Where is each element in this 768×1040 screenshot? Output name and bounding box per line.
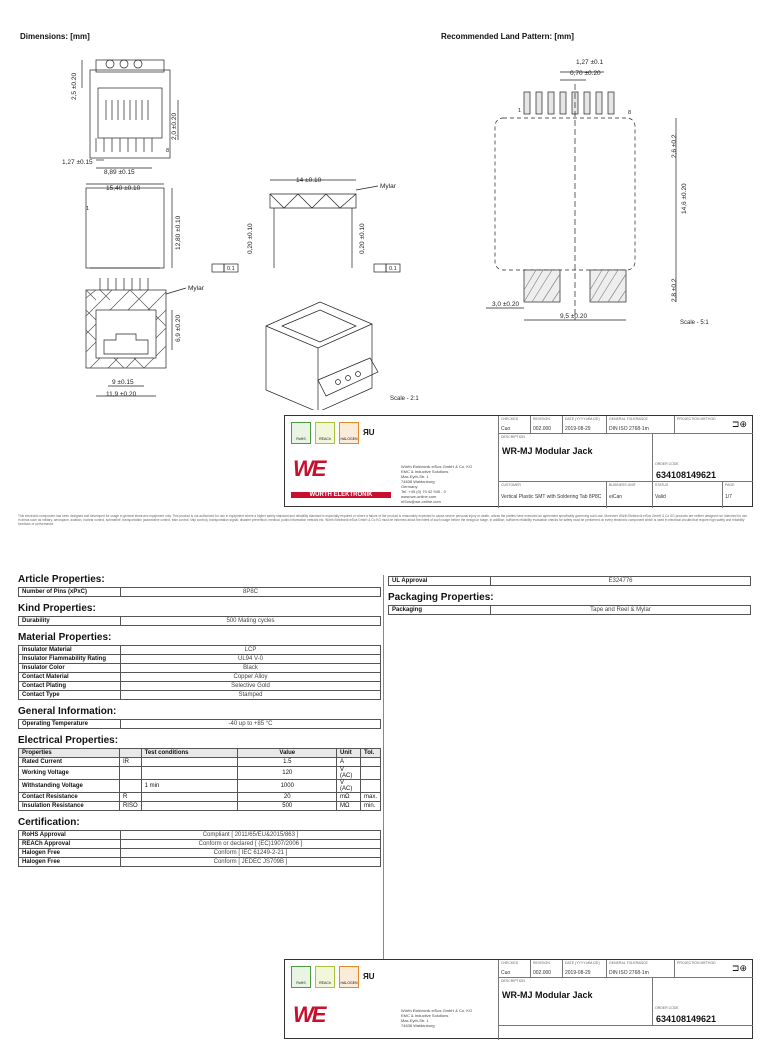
land-l3: 2,6 ±0.2 xyxy=(671,134,678,158)
disclaimer-text: This electronic component has been designed and developed for usage in general electronic equipment only. This product is not authorized for use in equipment where a higher safety standard and reliability standard is especially required or where a failure of the product is reasonably expected to cause severe personal injury or death, unless the parties have executed an agreement specifically governing such use. Moreover Würth Elektronik eiSos GmbH & Co KG products are neither designed nor intended for use in areas such as military, aerospace, aviation, nuclear control, submarine, transportation (automotive control, train control, ship control), transportation signal, disaster prevention, medical, public information network etc. Würth Elektronik eiSos GmbH & Co KG must be informed about the intent of such usage before the design-in stage. In addition, sufficient reliability evaluation checks for safety must be performed on every electronic component which is used in electrical circuits that require high safety and reliability functions or performance. xyxy=(18,514,747,526)
table-row: RoHS Approval Compliant [ 2011/65/EU&2015/863 ] xyxy=(19,831,381,840)
dim-d6: 12,80 ±0.10 xyxy=(175,215,182,250)
address-block: Würth Elektronik eiSos GmbH & Co. KG EMC & Inductive Solutions Max-Eyth-Str. 1 74638 Waldenburg xyxy=(401,1008,473,1028)
table-row: Working Voltage 120 V (AC) xyxy=(19,767,381,780)
order-code-value: 634108149621 xyxy=(656,470,717,480)
page-value: 1/7 xyxy=(725,494,732,500)
we-logo-mark-icon: WE xyxy=(293,456,325,481)
halogen-badge: HALOGEN xyxy=(339,966,359,988)
material-properties-title: Material Properties: xyxy=(18,632,112,643)
certification-title: Certification: xyxy=(18,817,80,828)
title-block-left xyxy=(285,416,499,508)
packaging-properties-title: Packaging Properties: xyxy=(388,592,494,603)
dim-d1: 2,5 ±0.20 xyxy=(71,72,78,100)
description-value: WR-MJ Modular Jack xyxy=(502,446,593,456)
table-row: Number of Pins (xPxC) 8P8C xyxy=(19,588,381,597)
date-value: 2019-08-29 xyxy=(565,426,591,432)
ul-mark-icon: ЯU xyxy=(363,972,375,981)
table-row: Contact Type Stamped xyxy=(19,691,381,700)
dim-d12: 6,9 ±0.20 xyxy=(175,314,182,342)
article-properties-title: Article Properties: xyxy=(18,574,105,585)
flatness-right: 0.1 xyxy=(389,266,397,272)
table-row: Insulation Resistance RISO 500 MΩ min. xyxy=(19,802,381,811)
electrical-properties-table: Properties Test conditions Value Unit Tol. Rated Current IR 1.5 A Working Voltage 120 V (AC) Withstanding Voltage 1 min 1000 V (AC) Contact Resistance R 20 mΩ max. Insulation Resistance RISO 500 MΩ min. xyxy=(18,748,381,811)
reach-badge: REACh xyxy=(315,966,335,988)
land-l5: 2,8 ±0.2 xyxy=(671,278,678,302)
projection-symbol-icon: ⊐⊕ xyxy=(731,963,747,973)
table-row: Halogen Free Conform [ IEC 61249-2-21 ] xyxy=(19,849,381,858)
pin-1-label: 1 xyxy=(86,206,90,212)
mylar-label-1: Mylar xyxy=(380,183,396,190)
ul-approval-table xyxy=(388,576,751,586)
rohs-badge: RoHS xyxy=(291,966,311,988)
reach-badge: REACh xyxy=(315,422,335,444)
dim-d4: 8,89 ±0.15 xyxy=(104,169,135,176)
properties-right-column xyxy=(388,576,753,615)
dim-d2: 2,0 ±0.20 xyxy=(171,112,178,140)
dim-d5: 15,40 ±0.10 xyxy=(106,185,141,192)
dimensions-title: Dimensions: [mm] xyxy=(20,32,90,41)
properties-left-column xyxy=(18,568,383,867)
table-row: Withstanding Voltage 1 min 1000 V (AC) xyxy=(19,780,381,793)
dim-d9: 0,20 ±0.10 xyxy=(359,223,366,254)
dim-d3: 1,27 ±0.15 xyxy=(62,159,93,166)
checked-value: Cuo xyxy=(501,426,511,432)
halogen-badge: HALOGEN xyxy=(339,422,359,444)
we-logo xyxy=(293,456,385,486)
description-value: WR-MJ Modular Jack xyxy=(502,990,593,1000)
certification-table xyxy=(18,830,381,867)
top-view-pins xyxy=(106,100,148,120)
land-pin-1: 1 xyxy=(518,108,522,114)
table-row: Insulator Flammability Rating UL94 V-0 xyxy=(19,655,381,664)
status-value: Valid xyxy=(655,494,666,500)
title-block-repeat: RoHS REACh HALOGEN ЯU WE Würth Elektronik eiSos GmbH & Co. KG EMC & Inductive Solutions Max-Eyth-Str. 1 74638 Waldenburg CHECKED Cuo REVISION 002.000 DATE (YYYY-MM-DD) 2019-08-29 GENERAL TOLERANCE DIN ISO 2768-1m PROJECTION METHOD ⊐⊕ DESCRIPTION WR-MJ Modular Jack ORDER CODE 634108149621 xyxy=(284,959,753,1039)
article-properties-table xyxy=(18,587,381,597)
mylar-label-2: Mylar xyxy=(188,285,204,292)
table-row: Operating Temperature -40 up to +85 °C xyxy=(19,720,381,729)
packaging-table xyxy=(388,605,751,615)
title-block: RoHS REACh HALOGEN ЯU WE WÜRTH ELEKTRONIK Würth Elektronik eiSos GmbH & Co. KG EMC & Inductive Solutions Max-Eyth-Str. 1 74638 Waldenburg Germany Tel. +49 (0) 79 42 945 - 0 www.we-online.com eiSos@we-online.com CHECKED Cuo REVISION 002.000 DATE (YYYY-MM-DD) 2019-08-29 GENERAL TOLERANCE DIN ISO 2768-1m PROJECTION METHOD ⊐⊕ DESCRIPTION WR-MJ Modular Jack ORDER CODE 634108149621 CUSTOMER Vertical Plastic SMT with Soldering Tab 8P8C BUSINESS UNIT eiCan STATUS Valid PAGE 1/7 xyxy=(284,415,753,507)
general-information-title: General Information: xyxy=(18,706,117,717)
table-row: Rated Current IR 1.5 A xyxy=(19,758,381,767)
column-divider xyxy=(383,575,384,961)
bottom-leads xyxy=(96,138,152,152)
land-l4: 14,6 ±0.20 xyxy=(681,183,688,214)
technical-drawing xyxy=(0,40,768,410)
table-row: Insulator Material LCP xyxy=(19,646,381,655)
we-logo-mark-icon: WE xyxy=(293,1002,325,1027)
projection-symbol-icon: ⊐⊕ xyxy=(731,419,747,429)
land-l2: 0,70 ±0.20 xyxy=(570,70,601,77)
land-l7: 9,5 ±0.20 xyxy=(560,313,588,320)
compliance-badges xyxy=(291,422,379,444)
dim-d14: 11,9 ±0.20 xyxy=(106,391,137,398)
table-row: UL Approval E324776 xyxy=(389,577,751,586)
flatness-left: 0.1 xyxy=(227,266,235,272)
material-properties-table xyxy=(18,645,381,700)
rohs-badge: RoHS xyxy=(291,422,311,444)
order-code-value: 634108149621 xyxy=(656,1014,717,1024)
table-row: Halogen Free Conform [ JEDEC JS709B ] xyxy=(19,858,381,867)
business-unit-value: eiCan xyxy=(609,494,623,500)
land-pads xyxy=(524,92,614,114)
kind-properties-title: Kind Properties: xyxy=(18,603,96,614)
ul-mark-icon: ЯU xyxy=(363,428,375,437)
table-row: REACh Approval Conform or declared [ (EC)1907/2006 ] xyxy=(19,840,381,849)
customer-value: Vertical Plastic SMT with Soldering Tab 8P8C xyxy=(501,494,602,500)
scale-right: Scale - 5:1 xyxy=(680,320,709,326)
land-l6: 3,0 ±0.20 xyxy=(492,301,520,308)
dim-d13: 9 ±0.15 xyxy=(112,379,134,386)
general-tolerance-value: DIN ISO 2768-1m xyxy=(609,426,649,432)
land-pin-8: 8 xyxy=(628,110,632,116)
logo-text: WÜRTH ELEKTRONIK xyxy=(291,492,391,498)
address-block: Würth Elektronik eiSos GmbH & Co. KG EMC & Inductive Solutions Max-Eyth-Str. 1 74638 Waldenburg Germany Tel. +49 (0) 79 42 945 - 0 www.we-online.com eiSos@we-online.com xyxy=(401,464,473,504)
land-l1: 1,27 ±0.1 xyxy=(576,59,604,66)
dim-d7: 14 ±0.10 xyxy=(296,177,322,184)
land-pattern-title: Recommended Land Pattern: [mm] xyxy=(441,32,574,41)
revision-value: 002.000 xyxy=(533,426,552,432)
table-row: Durability 500 Mating cycles xyxy=(19,617,381,626)
general-information-table xyxy=(18,719,381,729)
table-row: Insulator Color Black xyxy=(19,664,381,673)
scale-left: Scale - 2:1 xyxy=(390,396,419,402)
pin-8-label: 8 xyxy=(166,148,170,154)
table-row: Contact Material Copper Alloy xyxy=(19,673,381,682)
dim-d8: 0,20 ±0.10 xyxy=(247,223,254,254)
table-row: Contact Resistance R 20 mΩ max. xyxy=(19,793,381,802)
electrical-properties-title: Electrical Properties: xyxy=(18,735,119,746)
kind-properties-table xyxy=(18,616,381,626)
table-row: Packaging Tape and Reel & Mylar xyxy=(389,606,751,615)
table-row: Contact Plating Selective Gold xyxy=(19,682,381,691)
